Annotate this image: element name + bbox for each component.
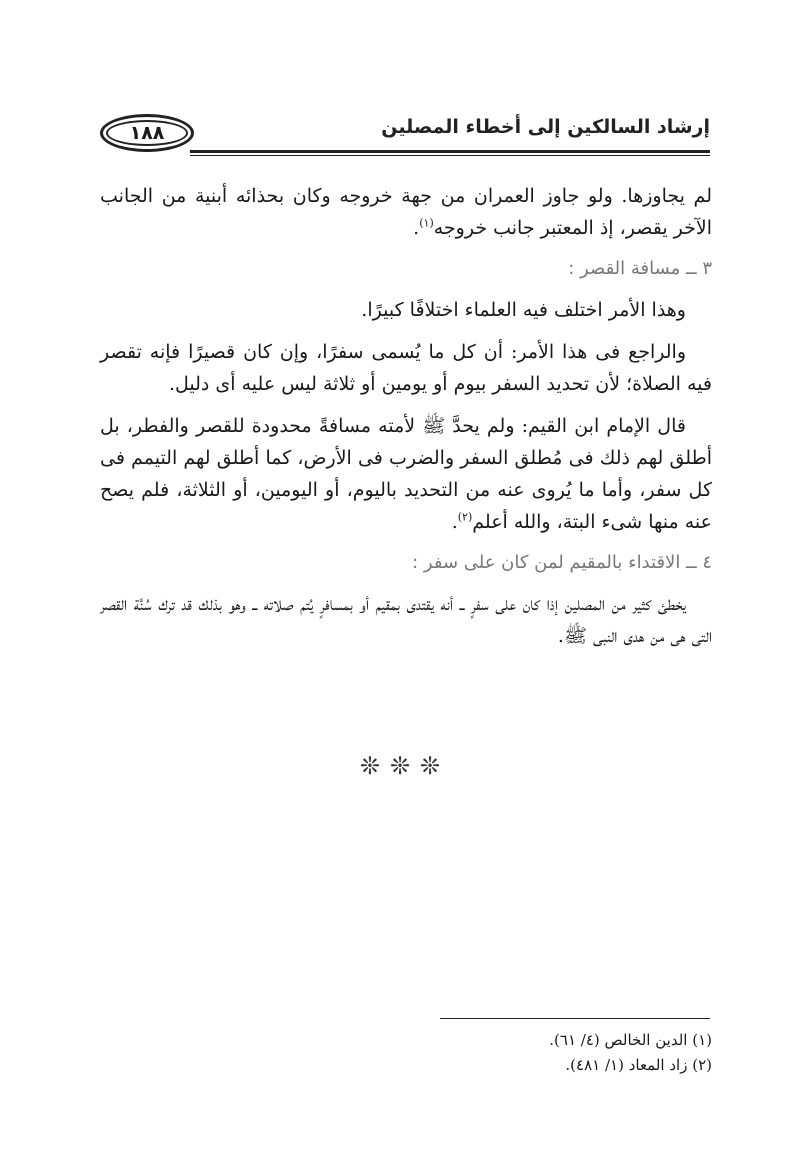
paragraph-text: لم يجاوزها. ولو جاوز العمران من جهة خروجه وكان بحذائه أبنية من الجانب الآخر يقصر، إذ المعتبر جانب خروجه (100, 185, 712, 239)
page-header (100, 108, 710, 154)
paragraph: يخطئ كثير من المصلين إذا كان على سفرٍ ــ أنه يقتدى بمقيم أو بمسافرٍ يُتم صلاته ــ وهو بذلك قد ترك سُنَّة القصر التى هى من هدى النبى ﷺ. (100, 593, 712, 647)
paragraph: وهذا الأمر اختلف فيه العلماء اختلافًا كبيرًا. (361, 299, 686, 321)
footnotes (312, 1028, 712, 1078)
header-rule (190, 150, 710, 153)
section-heading-following-resident: ٤ ــ الاقتداء بالمقيم لمن كان على سفر : (412, 552, 712, 573)
footnote-ref-2[interactable]: (٢) (457, 510, 473, 524)
footnote-rule (440, 1018, 710, 1019)
page-number-badge: ١٨٨ (100, 114, 194, 152)
paragraph-text: قال الإمام ابن القيم: ولم يحدَّ ﷺ لأمته مسافةً محدودة للقصر والفطر، بل أطلق لهم ذلك فى مُطلق السفر والضرب فى الأرض، كما أطلق لهم التيمم فى كل سفر، وأما ما يُروى عنه من التحديد باليوم، أو اليومين، أو الثلاثة، فلم يصح عنه منها شىء البتة، والله أعلم (100, 415, 712, 533)
ornament-divider: ❊❊❊ (359, 752, 451, 780)
paragraph-end: . (451, 511, 458, 533)
running-title: إرشاد السالكين إلى أخطاء المصلين (381, 116, 710, 138)
footnote-2: (٢) زاد المعاد (١/ ٤٨١). (565, 1056, 712, 1074)
paragraph-quote (100, 410, 712, 538)
main-text (100, 180, 712, 662)
paragraph-continuation (100, 180, 712, 244)
paragraph: والراجع فى هذا الأمر: أن كل ما يُسمى سفرًا، وإن كان قصيرًا فإنه تقصر فيه الصلاة؛ لأن تحديد السفر بيوم أو يومين أو ثلاثة ليس عليه أى دليل. (100, 341, 712, 395)
section-heading-distance: ٣ ــ مسافة القصر : (568, 258, 712, 279)
paragraph-end: . (413, 217, 420, 239)
footnote-1: (١) الدين الخالص (٤/ ٦١). (549, 1031, 712, 1049)
footnote-ref-1[interactable]: (١) (419, 216, 434, 230)
header-rule-thin (190, 155, 710, 156)
